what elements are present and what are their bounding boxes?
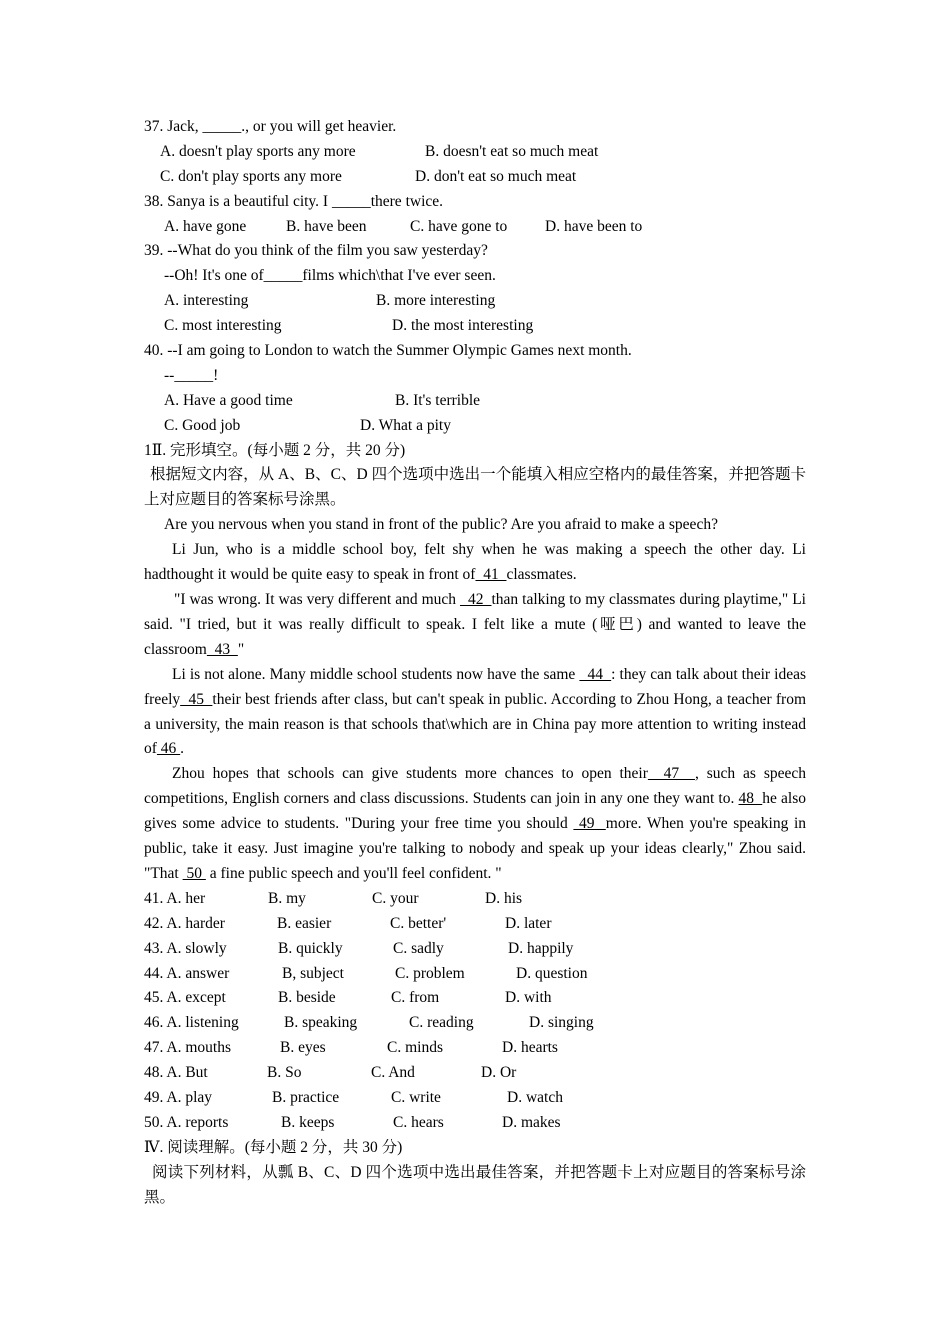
cloze-option: D. singing	[529, 1014, 594, 1032]
cloze-option: C. And	[371, 1064, 415, 1082]
cloze-option: C. problem	[395, 964, 465, 982]
passage-paragraph-3	[144, 588, 806, 663]
passage-text: Li Jun, who is a middle school boy, felt shy when he was making a speech the other day. Li hadthought it would be quite easy to speak in front of	[144, 541, 806, 584]
passage-text: a fine public speech and you'll feel confident. "	[205, 864, 502, 882]
option-38-d: D. have been to	[545, 217, 643, 235]
passage-paragraph-4	[144, 663, 806, 763]
cloze-option: C. from	[391, 989, 440, 1007]
page-content	[144, 115, 806, 1210]
cloze-options-41	[144, 887, 806, 912]
cloze-option: 47. A. mouths	[144, 1039, 231, 1057]
question-40-reply: --_____!	[164, 366, 219, 384]
cloze-options-42	[144, 912, 806, 937]
question-39-options-row-1	[144, 289, 806, 314]
cloze-option: B. practice	[272, 1089, 340, 1106]
section-3-instruction: 根据短文内容，从 A、B、C、D 四个选项中选出一个能填入相应空格内的最佳答案，并把答题卡上对应题目的答案标号涂黑。	[144, 466, 806, 509]
cloze-options-44	[144, 962, 806, 987]
cloze-option: D. his	[485, 889, 523, 907]
cloze-option: C. hears	[393, 1113, 444, 1131]
cloze-option: B. beside	[278, 989, 336, 1007]
blank-47: 47	[647, 765, 695, 783]
cloze-option: B. So	[267, 1064, 302, 1082]
blank-41: 41	[475, 566, 507, 584]
blank-48: 48	[738, 790, 763, 808]
passage-text: Zhou hopes that schools can give students more chances to open their	[172, 765, 648, 783]
cloze-option: D. Or	[481, 1064, 517, 1082]
cloze-option: C. better'	[390, 914, 447, 932]
blank-46: 46	[156, 740, 181, 758]
cloze-option: C. minds	[387, 1039, 443, 1057]
cloze-options-49	[144, 1086, 806, 1111]
option-38-a: A. have gone	[164, 217, 247, 235]
section-4-title: Ⅳ. 阅读理解。(每小题 2 分，共 30 分)	[144, 1138, 403, 1156]
passage-paragraph-2	[144, 538, 806, 588]
cloze-option: B. my	[268, 889, 306, 907]
blank-49: 49	[573, 815, 606, 833]
passage-text: he also gives some advice to students. "During your free time you should	[144, 790, 806, 833]
blank-42: 42	[460, 591, 492, 608]
blank-45: 45	[180, 690, 213, 708]
blank-50: 50	[182, 864, 206, 882]
question-37-options-row-1	[144, 140, 806, 165]
question-37: 37. Jack, _____., or you will get heavier.	[144, 118, 397, 135]
option-39-c: C. most interesting	[164, 317, 282, 335]
question-40: 40. --I am going to London to watch the Summer Olympic Games next month.	[144, 342, 632, 360]
option-37-a: A. doesn't play sports any more	[160, 142, 356, 160]
cloze-option: 48. A. But	[144, 1064, 208, 1082]
passage-text: , such as speech competitions, English corners and class discussions. Students can join in any one they want to.	[144, 765, 806, 808]
cloze-option: 41. A. her	[144, 889, 206, 907]
passage-text: .	[180, 740, 185, 758]
option-40-a: A. Have a good time	[164, 391, 293, 409]
cloze-option: 45. A. except	[144, 989, 226, 1007]
option-39-d: D. the most interesting	[392, 317, 534, 335]
option-37-c: C. don't play sports any more	[160, 167, 342, 185]
cloze-option: B. eyes	[280, 1039, 326, 1057]
option-38-c: C. have gone to	[410, 217, 508, 235]
cloze-options-47	[144, 1036, 806, 1061]
section-4-instruction: 阅读下列材料，从瓢 B、C、D 四个选项中选出最佳答案，并把答题卡上对应题目的答案标号涂黑。	[144, 1163, 806, 1206]
option-40-b: B. It's terrible	[395, 391, 481, 409]
passage-paragraph-5	[144, 762, 806, 887]
passage-text: classmates.	[506, 566, 577, 584]
question-38-options	[144, 215, 806, 240]
option-40-c: C. Good job	[164, 416, 241, 434]
option-39-a: A. interesting	[164, 292, 249, 310]
cloze-option: C. reading	[409, 1014, 474, 1032]
passage-text: their best friends after class, but can't speak in public. According to Zhou Hong, a teacher from a university, the main reason is that schools that\which are in China pay more attention to writing instead of	[144, 690, 807, 758]
passage-text: : they can talk about their ideas freely	[144, 665, 807, 708]
cloze-option: 50. A. reports	[144, 1113, 229, 1131]
cloze-option: 44. A. answer	[144, 964, 230, 982]
option-39-b: B. more interesting	[376, 292, 496, 310]
cloze-option: B. speaking	[284, 1014, 358, 1032]
option-37-b: B. doesn't eat so much meat	[425, 142, 599, 160]
cloze-option: B. quickly	[278, 939, 343, 957]
question-40-options-row-2	[144, 414, 806, 439]
cloze-options-43	[144, 937, 806, 962]
cloze-options-45	[144, 986, 806, 1011]
cloze-options-46	[144, 1011, 806, 1036]
question-37-options-row-2	[144, 165, 806, 190]
question-39-options-row-2	[144, 314, 806, 339]
cloze-option: D. makes	[502, 1113, 561, 1131]
passage-text: more. When you're speaking in public, take it easy. Just imagine you're talking to nobody and speak up your ideas clearly," Zhou said. "That	[144, 815, 806, 882]
passage-text: "	[237, 640, 245, 658]
cloze-option: B. easier	[277, 914, 332, 932]
cloze-option: D. watch	[507, 1089, 563, 1106]
cloze-option: D. later	[505, 914, 552, 932]
option-40-d: D. What a pity	[360, 416, 451, 434]
option-38-b: B. have been	[286, 217, 367, 235]
section-3-title: 1Ⅱ. 完形填空。(每小题 2 分，共 20 分)	[144, 441, 406, 459]
question-39: 39. --What do you think of the film you saw yesterday?	[144, 242, 488, 260]
cloze-option: D. with	[505, 989, 552, 1007]
cloze-option: 42. A. harder	[144, 914, 225, 932]
question-38: 38. Sanya is a beautiful city. I _____there twice.	[144, 192, 444, 210]
blank-43: 43	[206, 640, 238, 658]
passage-text: Li is not alone. Many middle school students now have the same	[172, 665, 580, 683]
cloze-option: 46. A. listening	[144, 1014, 239, 1032]
question-40-options-row-1	[144, 389, 806, 414]
cloze-option: 49. A. play	[144, 1089, 213, 1106]
cloze-option: B, subject	[282, 964, 344, 982]
passage-paragraph-1: Are you nervous when you stand in front of the public? Are you afraid to make a speech?	[164, 516, 718, 534]
cloze-options-48	[144, 1061, 806, 1086]
blank-44: 44	[579, 665, 612, 683]
question-39-reply: --Oh! It's one of_____films which\that I've ever seen.	[164, 267, 496, 285]
option-37-d: D. don't eat so much meat	[415, 167, 577, 185]
cloze-option: C. your	[372, 889, 419, 907]
passage-text: than talking to my classmates during playtime," Li said. "I tried, but it was really difficult to speak. I felt like a mute (哑巴) and wanted to leave the classroom	[144, 591, 806, 658]
cloze-option: D. happily	[508, 939, 574, 957]
cloze-option: C. sadly	[393, 939, 444, 957]
cloze-option: D. hearts	[502, 1039, 558, 1057]
passage-text: "I was wrong. It was very different and much	[174, 591, 461, 608]
cloze-options-50	[144, 1111, 806, 1136]
cloze-option: B. keeps	[281, 1113, 335, 1131]
cloze-option: C. write	[391, 1089, 441, 1106]
cloze-option: 43. A. slowly	[144, 939, 227, 957]
cloze-option: D. question	[516, 964, 588, 982]
